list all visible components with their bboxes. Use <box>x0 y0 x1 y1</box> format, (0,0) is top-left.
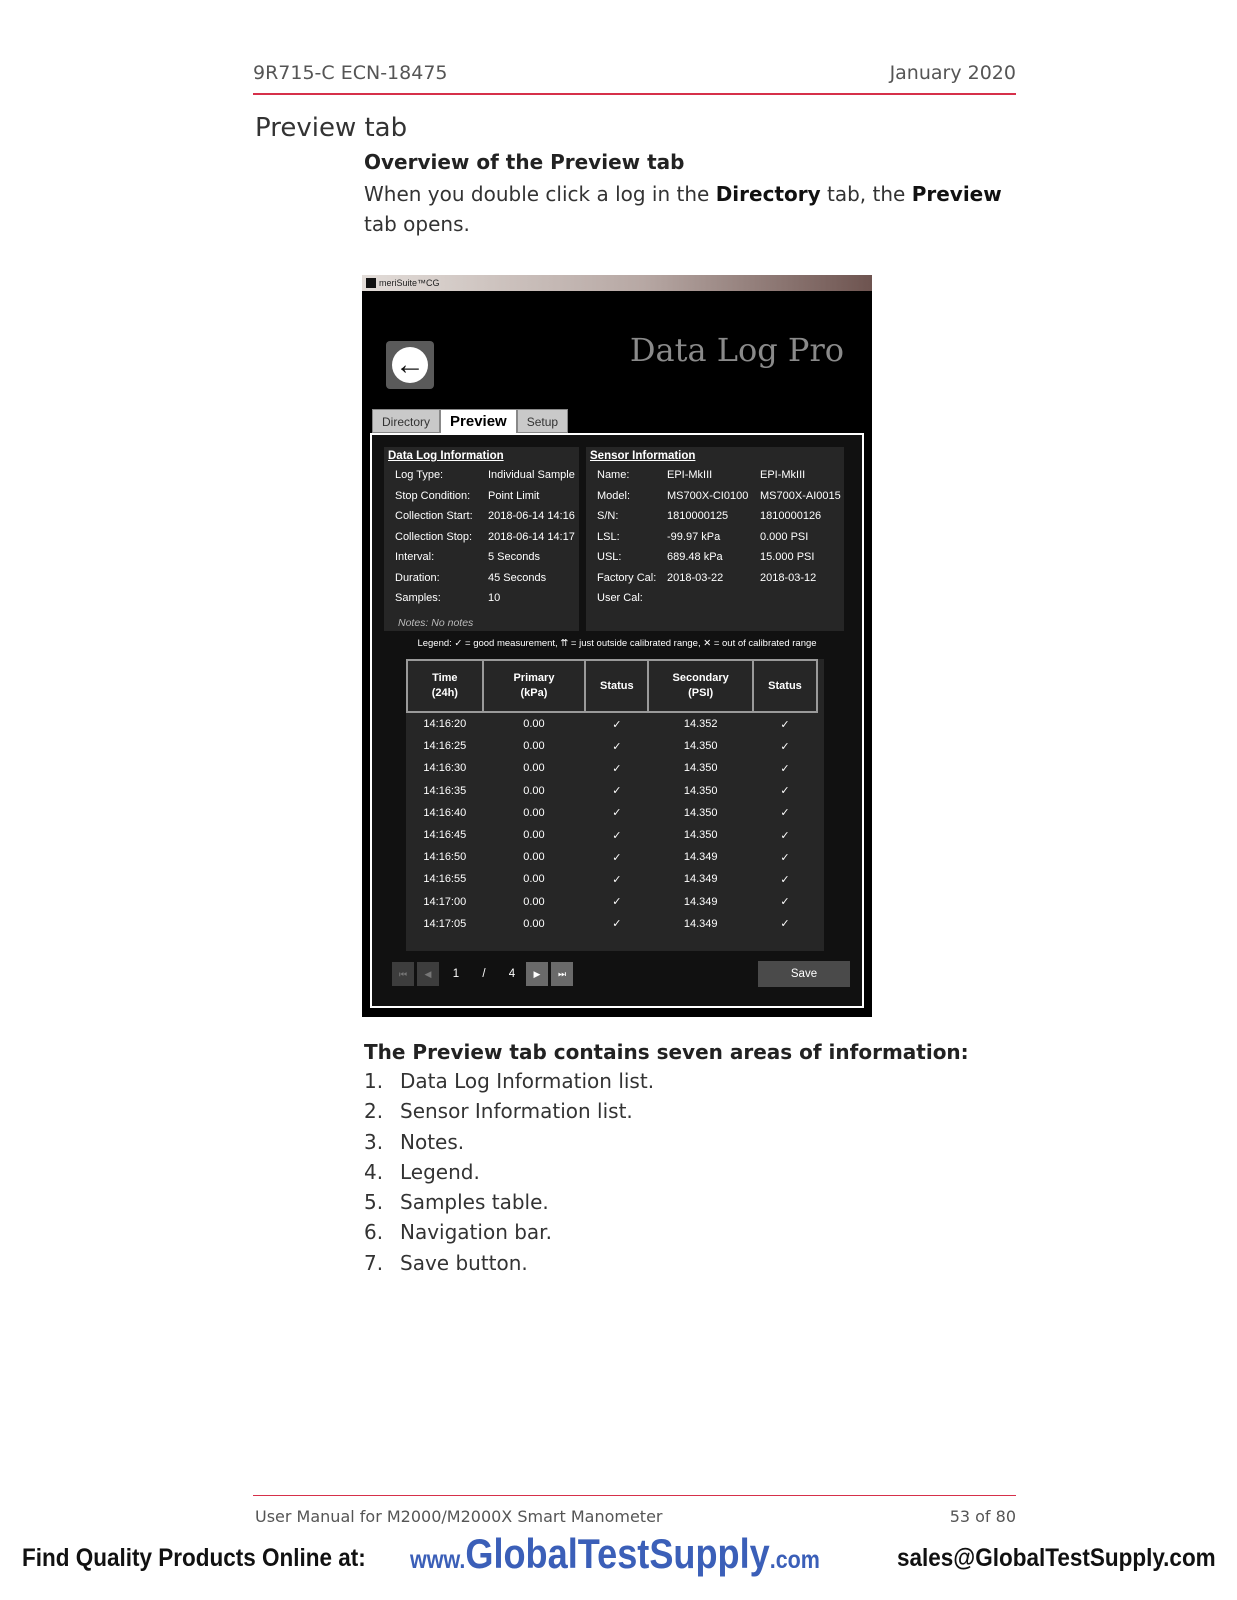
save-button[interactable]: Save <box>758 961 850 987</box>
table-cell: ✓ <box>612 851 622 864</box>
table-cell: 14:16:20 <box>423 718 467 731</box>
intro-directory: Directory <box>715 182 821 206</box>
list-item-text: Legend. <box>400 1159 480 1184</box>
header-line1: Time <box>432 672 458 684</box>
table-cell: 14:16:35 <box>423 784 467 797</box>
table-cell: 14.350 <box>683 829 718 842</box>
footer-page: 53 of 80 <box>949 1507 1016 1526</box>
table-row[interactable] <box>407 780 817 802</box>
table-cell: 0.00 <box>523 829 545 842</box>
table-cell: 14.350 <box>683 806 718 819</box>
last-page-icon[interactable]: ⏭ <box>551 962 573 986</box>
table-cell: 0.00 <box>523 718 545 731</box>
table-cell: 14.352 <box>683 718 718 731</box>
sensor-info-label: Factory Cal: <box>597 571 657 584</box>
first-page-icon[interactable]: ⏮ <box>392 962 414 986</box>
sensor-primary-value: EPI-MkIII <box>667 469 713 481</box>
sensor-info-title: Sensor Information <box>590 450 696 462</box>
navigation-bar <box>392 961 576 987</box>
header-line1: Status <box>768 679 802 692</box>
total-pages: 4 <box>508 968 516 980</box>
sensor-primary-value: MS700X-CI0100 <box>667 489 749 502</box>
log-info-label: Interval: <box>395 551 435 563</box>
sensor-secondary-value: 0.000 PSI <box>760 530 809 543</box>
list-item <box>364 1217 654 1247</box>
table-cell: 14.350 <box>683 740 718 753</box>
list-item-text: Samples table. <box>400 1190 549 1215</box>
tab-bar <box>372 409 568 433</box>
table-row[interactable] <box>407 824 817 846</box>
table-header-cell[interactable] <box>407 660 483 712</box>
data-log-info-title: Data Log Information <box>388 450 504 462</box>
list-item-text: Navigation bar. <box>400 1220 552 1245</box>
app-icon <box>366 278 376 288</box>
intro-part2: tab, the <box>820 182 912 206</box>
tab-preview[interactable]: Preview <box>440 409 517 433</box>
table-cell: ✓ <box>780 740 790 753</box>
table-cell: 14:17:00 <box>423 895 467 908</box>
footer-rule <box>253 1495 1016 1496</box>
intro-part3: tab opens. <box>364 212 470 236</box>
log-info-value: 10 <box>488 592 501 604</box>
list-item-text: Sensor Information list. <box>400 1099 633 1124</box>
log-info-label: Collection Stop: <box>395 530 473 543</box>
log-info-value: 2018-06-14 14:16 <box>488 510 575 522</box>
log-info-value: Individual Sample <box>488 469 575 481</box>
log-info-label: Samples: <box>395 592 441 604</box>
table-cell: 14.349 <box>683 851 718 864</box>
areas-list <box>364 1066 654 1278</box>
sensor-info-label: LSL: <box>597 530 620 543</box>
data-log-info <box>384 447 579 631</box>
table-row[interactable] <box>407 868 817 890</box>
table-cell: 0.00 <box>523 851 545 864</box>
table-cell: 0.00 <box>523 917 545 930</box>
table-cell: ✓ <box>612 829 622 842</box>
table-cell: ✓ <box>612 807 622 820</box>
table-cell: 0.00 <box>523 895 545 908</box>
list-item-number: 4. <box>364 1159 384 1184</box>
promo-url-main: GlobalTestSupply <box>465 1530 770 1577</box>
promo-text: Find Quality Products Online at: <box>22 1544 366 1572</box>
list-item-number: 2. <box>364 1099 384 1124</box>
table-cell: 14.350 <box>683 762 718 775</box>
header-line1: Status <box>600 679 634 692</box>
list-item <box>364 1187 654 1217</box>
table-cell: 14:17:05 <box>423 917 467 930</box>
table-cell: ✓ <box>780 873 790 886</box>
table-cell: ✓ <box>612 785 622 798</box>
table-cell: 14.350 <box>683 784 718 797</box>
table-row[interactable] <box>407 913 817 935</box>
promo-url[interactable] <box>410 1530 820 1578</box>
table-cell: 14:16:45 <box>423 829 467 842</box>
list-item <box>364 1248 654 1278</box>
sensor-info-label: Name: <box>597 469 630 481</box>
table-cell: 0.00 <box>523 873 545 886</box>
samples-table-area <box>406 659 824 951</box>
header-line1: Primary <box>513 672 555 684</box>
list-item-number: 3. <box>364 1129 384 1154</box>
table-cell: 14.349 <box>683 873 718 886</box>
header-date: January 2020 <box>889 62 1016 84</box>
list-item-number: 7. <box>364 1250 384 1275</box>
table-cell: ✓ <box>780 718 790 731</box>
sensor-secondary-value: EPI-MkIII <box>760 469 806 481</box>
table-cell: ✓ <box>780 785 790 798</box>
header-line1: Secondary <box>672 672 729 684</box>
table-row[interactable] <box>407 891 817 913</box>
sensor-secondary-value: 1810000126 <box>760 510 822 522</box>
table-cell: ✓ <box>612 896 622 909</box>
table-cell: ✓ <box>780 807 790 820</box>
sensor-info <box>586 447 844 631</box>
footer-manual: User Manual for M2000/M2000X Smart Manometer <box>255 1507 663 1526</box>
header-line2: (kPa) <box>520 687 548 699</box>
intro-preview: Preview <box>911 182 1002 206</box>
table-cell: ✓ <box>612 873 622 886</box>
list-item <box>364 1127 654 1157</box>
table-header-row <box>407 660 817 712</box>
prev-page-icon[interactable]: ◀ <box>417 962 439 986</box>
back-button[interactable] <box>386 341 434 389</box>
tab-directory[interactable]: Directory <box>372 409 440 433</box>
header-line2: (PSI) <box>688 687 714 699</box>
log-info-value: 45 Seconds <box>488 571 547 584</box>
header-rule <box>253 93 1016 95</box>
table-cell: ✓ <box>780 829 790 842</box>
sensor-primary-value: 2018-03-22 <box>667 571 724 584</box>
header-doc-id: 9R715-C ECN-18475 <box>253 62 448 84</box>
sensor-info-label: USL: <box>597 551 622 563</box>
window-titlebar <box>362 275 872 291</box>
preview-panel <box>370 433 864 1008</box>
table-body <box>407 712 817 935</box>
page-separator: / <box>482 968 486 980</box>
log-info-label: Collection Start: <box>395 510 473 522</box>
table-cell: 0.00 <box>523 740 545 753</box>
log-info-label: Stop Condition: <box>395 489 471 502</box>
list-item-text: Save button. <box>400 1250 528 1275</box>
list-item-number: 5. <box>364 1190 384 1215</box>
sensor-primary-value: 1810000125 <box>667 510 729 522</box>
list-heading: The Preview tab contains seven areas of information: <box>364 1040 969 1064</box>
table-header-cell[interactable] <box>753 660 817 712</box>
sensor-info-label: S/N: <box>597 510 619 522</box>
table-cell: ✓ <box>780 851 790 864</box>
table-header-cell[interactable] <box>648 660 753 712</box>
table-cell: 14:16:30 <box>423 762 467 775</box>
table-cell: ✓ <box>612 918 622 931</box>
sub-heading: Overview of the Preview tab <box>364 150 685 174</box>
table-cell: ✓ <box>612 740 622 753</box>
table-cell: 14.349 <box>683 917 718 930</box>
table-header-cell[interactable] <box>585 660 648 712</box>
table-cell: 0.00 <box>523 806 545 819</box>
samples-table <box>406 659 818 935</box>
list-item-text: Notes. <box>400 1129 465 1154</box>
table-cell: 14:16:40 <box>423 806 467 819</box>
table-row[interactable] <box>407 802 817 824</box>
list-item <box>364 1096 654 1126</box>
promo-url-suffix: .com <box>769 1546 820 1574</box>
sensor-info-label: Model: <box>597 489 631 502</box>
current-page[interactable]: 1 <box>452 968 460 980</box>
log-info-value: 2018-06-14 14:17 <box>488 530 575 543</box>
table-cell: 14:16:25 <box>423 740 467 753</box>
window-title: meriSuite™CG <box>379 278 440 288</box>
table-cell: ✓ <box>780 896 790 909</box>
list-item <box>364 1066 654 1096</box>
legend: Legend: ✓ = good measurement, ⇈ = just outside calibrated range, ✕ = out of calibrated range <box>417 638 817 649</box>
table-cell: ✓ <box>780 762 790 775</box>
list-item <box>364 1157 654 1187</box>
table-row[interactable] <box>407 735 817 757</box>
table-cell: ✓ <box>780 918 790 931</box>
sensor-secondary-value: 15.000 PSI <box>760 551 815 563</box>
tab-setup[interactable]: Setup <box>517 409 568 433</box>
list-item-number: 6. <box>364 1220 384 1245</box>
sensor-secondary-value: 2018-03-12 <box>760 571 817 584</box>
app-screenshot <box>362 275 872 1017</box>
promo-email[interactable]: sales@GlobalTestSupply.com <box>897 1544 1216 1572</box>
promo-url-prefix: www. <box>410 1546 466 1574</box>
log-info-label: Duration: <box>395 571 440 584</box>
sensor-secondary-value: MS700X-AI0015 <box>760 489 841 502</box>
list-item-text: Data Log Information list. <box>400 1069 655 1093</box>
table-row[interactable] <box>407 757 817 779</box>
table-header-cell[interactable] <box>483 660 586 712</box>
table-cell: 14:16:55 <box>423 873 467 886</box>
intro-part1: When you double click a log in the <box>364 182 716 206</box>
log-info-value: 5 Seconds <box>488 551 540 563</box>
table-cell: ✓ <box>612 718 622 731</box>
table-cell: 14:16:50 <box>423 851 467 864</box>
list-item-number: 1. <box>364 1069 384 1093</box>
table-row[interactable] <box>407 846 817 868</box>
sensor-primary-value: 689.48 kPa <box>667 551 723 563</box>
sensor-primary-value: -99.97 kPa <box>667 530 721 543</box>
sensor-info-label: User Cal: <box>597 592 643 604</box>
table-cell: ✓ <box>612 762 622 775</box>
table-cell: 14.349 <box>683 895 718 908</box>
log-info-value: Point Limit <box>488 489 540 502</box>
table-cell: 0.00 <box>523 762 545 775</box>
notes: Notes: No notes <box>398 617 474 629</box>
next-page-icon[interactable]: ▶ <box>526 962 548 986</box>
section-title: Preview tab <box>255 113 408 143</box>
table-cell: 0.00 <box>523 784 545 797</box>
brand-title: Data Log Pro <box>629 331 844 369</box>
header-line2: (24h) <box>431 687 458 699</box>
log-info-label: Log Type: <box>395 469 444 481</box>
intro-paragraph <box>364 179 1024 239</box>
table-row[interactable] <box>407 712 817 735</box>
arrow-left-icon: ← <box>392 347 428 383</box>
